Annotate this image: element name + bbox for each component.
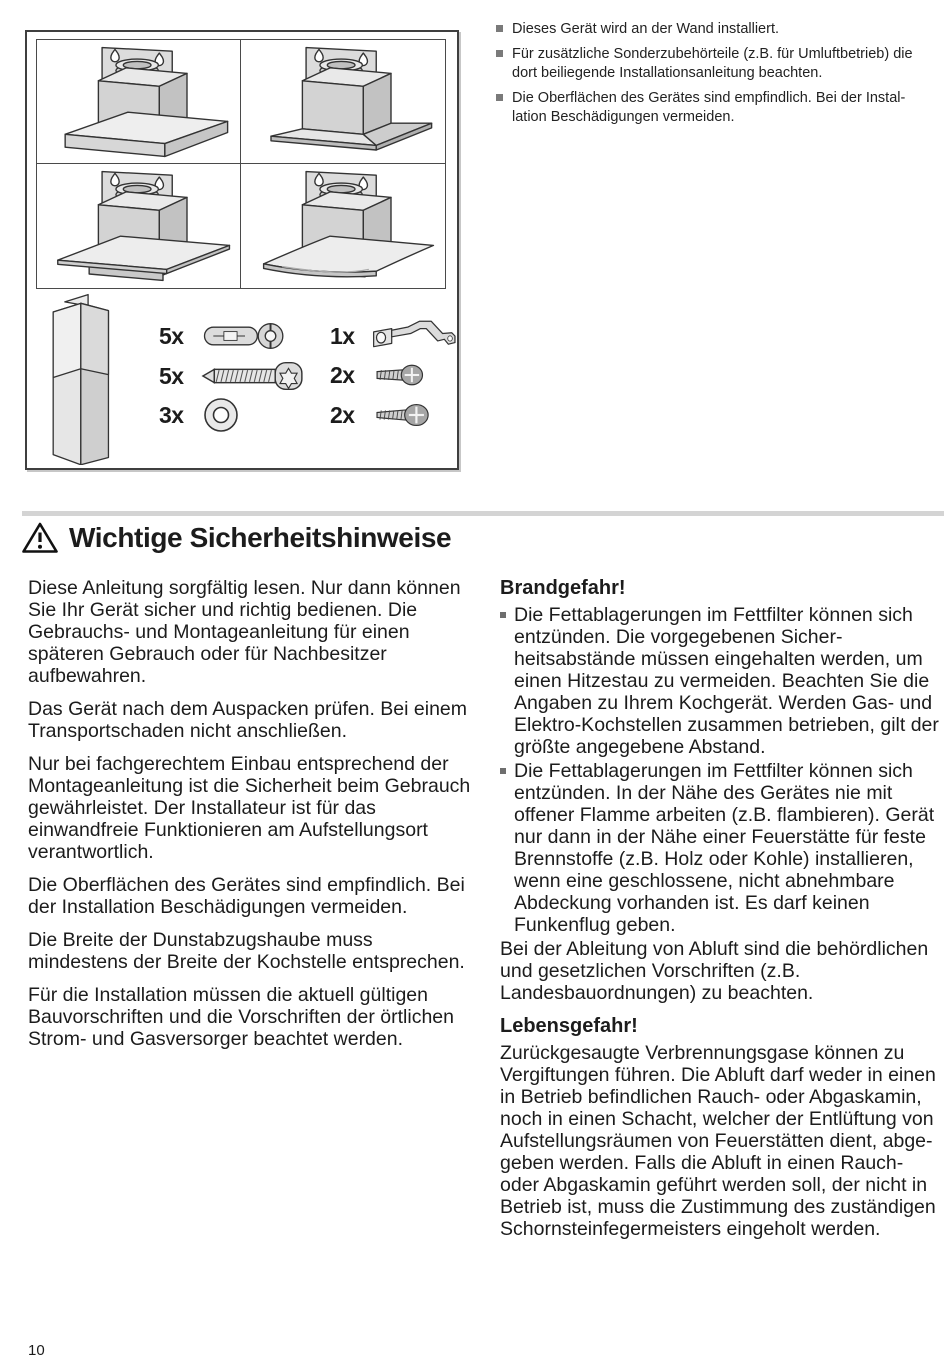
section-heading bbox=[22, 521, 451, 554]
part-qty: 5x bbox=[159, 322, 184, 349]
list-item bbox=[496, 20, 946, 39]
chimney-duct-icon bbox=[43, 290, 123, 465]
list-item bbox=[496, 89, 946, 127]
paragraph: Die Breite der Dunstabzugshaube muss mindestens der Breite der Kochstelle entsprechen. bbox=[28, 929, 465, 973]
wall-anchor-icon bbox=[201, 315, 289, 357]
hood-variants-grid bbox=[36, 39, 446, 289]
accessories-panel bbox=[25, 30, 459, 470]
paragraph: Die Oberflächen des Gerätes sind empfindlich. Bei der Installation Beschädigungen vermeiden. bbox=[28, 874, 465, 918]
fire-hazard-heading: Brandgefahr! bbox=[500, 577, 626, 599]
long-screw-icon bbox=[201, 355, 319, 397]
note-text: Die Oberflächen des Gerätes sind empfindlich. Bei der Installation Beschädigungen vermeiden. bbox=[512, 90, 906, 125]
page-title: Wichtige Sicherheitshinweise bbox=[69, 521, 452, 553]
safety-intro-column bbox=[28, 577, 473, 1061]
pyramid-canopy-hood-illustration bbox=[244, 42, 442, 162]
paragraph: Für die Installation müssen die aktuell gültigen Bauvorschriften und die Vorschriften der örtlichen Strom- und Gasversorger beachtet werden. bbox=[28, 984, 454, 1050]
flat-glass-hood-illustration bbox=[40, 166, 238, 286]
fire-hazard-list bbox=[500, 604, 945, 936]
bullet-text: Die Fettablagerungen im Fettfilter können sich entzünden. Die vorgegebenen Sicherheitsabstände müssen eingehalten werden, um einen Hitzestau zu vermeiden. Beachten Sie die Angaben zu Ihrem Kochgerät. Werden Gas- und Elektro-Kochstellen zusammen betrieben, gilt der größte angegebene Abstand. bbox=[514, 604, 939, 758]
part-qty: 5x bbox=[159, 362, 184, 389]
part-wall-anchor bbox=[159, 315, 289, 357]
hood-variant-pyramid bbox=[241, 40, 445, 164]
part-qty: 1x bbox=[330, 322, 355, 349]
hood-variant-flat-glass bbox=[37, 164, 241, 288]
note-text: Dieses Gerät wird an der Wand installiert. bbox=[512, 21, 780, 37]
box-canopy-hood-illustration bbox=[40, 42, 238, 162]
part-small-screw bbox=[330, 357, 428, 393]
paragraph: Nur bei fachgerechtem Einbau entsprechend der Montageanleitung ist die Sicherheit beim Gebrauch gewährleistet. Der Installateur ist für das einwandfreie Funktionieren am Aufstellungsort verantwortlich. bbox=[28, 753, 471, 863]
hood-variant-box bbox=[37, 40, 241, 164]
square-bullet-icon bbox=[496, 25, 503, 32]
square-bullet-icon bbox=[500, 612, 506, 618]
list-item bbox=[500, 604, 945, 758]
installation-notes-list bbox=[496, 20, 946, 133]
paragraph: Bei der Ableitung von Abluft sind die behördlichen und gesetzlichen Vorschriften (z.B. Landesbauordnungen) zu beachten. bbox=[500, 938, 929, 1004]
note-text: Für zusätzliche Sonderzubehörteile (z.B. für Umluftbetrieb) die dort beiliegende Installationsanleitung beachten. bbox=[512, 46, 913, 81]
washer-icon bbox=[201, 395, 241, 435]
bullet-text: Die Fettablagerungen im Fettfilter können sich entzünden. In der Nähe des Gerätes nie mit offener Flamme arbeiten (z.B. flambieren). Gerät nur dann in der Nähe einer Feuerstätte für feste Brennstoffe (z.B. Holz oder Kohle) installieren, wenn eine geschlossene, nicht abnehmbare Abdeckung vorhanden ist. Es darf keinen Funkenflug geben. bbox=[514, 760, 935, 936]
life-danger-heading: Lebensgefahr! bbox=[500, 1015, 638, 1037]
part-support-bracket bbox=[330, 315, 464, 357]
safety-warnings-column bbox=[500, 577, 945, 1251]
page-number: 10 bbox=[28, 1342, 45, 1359]
paragraph: Zurückgesaugte Verbrennungsgase können zu Vergiftungen führen. Die Abluft darf weder in einen in Betrieb befindlichen Rauch- oder Abgaskamin, noch in einen Schacht, welcher der Entlüftung von Aufstellungsräumen von Feuerstätten dient, abgegeben werden. Falls die Abluft in einen Rauch- oder Abgaskamin geführt werden soll, der nicht in Betrieb ist, muss die Zustimmung des zuständigen Schornsteinfegermeisters eingeholt werden. bbox=[500, 1042, 936, 1240]
part-qty: 3x bbox=[159, 401, 184, 428]
square-bullet-icon bbox=[496, 50, 503, 57]
paragraph: Diese Anleitung sorgfältig lesen. Nur dann können Sie Ihr Gerät sicher und richtig bedienen. Die Gebrauchs- und Montageanleitung für einen späteren Gebrauch oder für Nachbesitzer aufbewahren. bbox=[28, 577, 461, 687]
hood-variant-curved-glass bbox=[241, 164, 445, 288]
warning-triangle-icon bbox=[22, 521, 58, 554]
pan-head-screw-icon bbox=[372, 395, 434, 435]
section-divider-rule bbox=[22, 511, 944, 516]
part-pan-head-screw bbox=[330, 395, 434, 435]
list-item bbox=[500, 760, 945, 936]
part-qty: 2x bbox=[330, 401, 355, 428]
part-long-screw bbox=[159, 355, 319, 397]
square-bullet-icon bbox=[496, 94, 503, 101]
support-bracket-icon bbox=[372, 315, 464, 357]
part-qty: 2x bbox=[330, 361, 355, 388]
telescopic-chimney-duct-illustration bbox=[43, 290, 123, 465]
curved-glass-hood-illustration bbox=[244, 166, 442, 286]
square-bullet-icon bbox=[500, 768, 506, 774]
list-item bbox=[496, 45, 946, 83]
small-screw-icon bbox=[372, 357, 428, 393]
paragraph: Das Gerät nach dem Auspacken prüfen. Bei einem Transportschaden nicht anschließen. bbox=[28, 698, 467, 742]
part-washer bbox=[159, 395, 241, 435]
